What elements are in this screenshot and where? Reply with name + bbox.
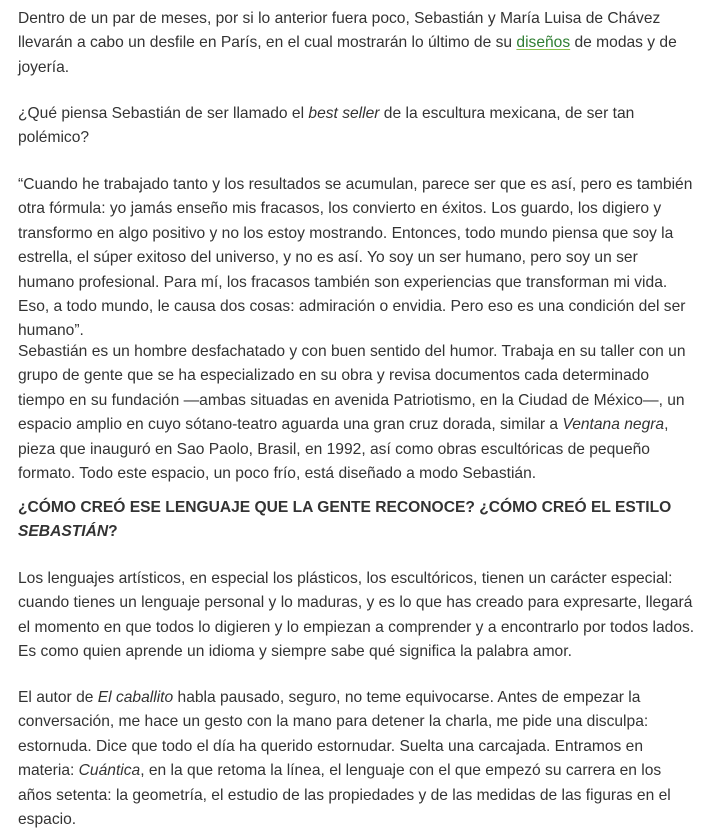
paragraph-text: ¿Qué piensa Sebastián de ser llamado el [18, 105, 309, 122]
paragraph-question-best-seller [18, 102, 698, 151]
emphasis-cuantica: Cuántica [78, 762, 141, 780]
disenos-link[interactable]: diseños [516, 34, 571, 52]
paragraph-desfile [18, 7, 698, 80]
paragraph-el-caballito [18, 686, 698, 832]
paragraph-text: de la escultura mexicana, de ser tan polémico? [18, 105, 635, 147]
emphasis-ventana-negra: Ventana negra [562, 416, 665, 434]
emphasis-best-seller: best seller [308, 105, 380, 122]
paragraph-text: , pieza que inauguró en Sao Paolo, Brasil, en 1992, así como obras escultóricas de pequeño formato. Todo este espacio, un poco frío, está diseñado a modo Sebastián. [18, 416, 669, 483]
paragraph-text: , en la que retoma la línea, el lenguaje con el que empezó su carrera en los años setenta: la geometría, el estudio de las propiedades y de las medidas de las figuras en el espacio. [18, 762, 671, 829]
paragraph-text: Sebastián es un hombre desfachatado y con buen sentido del humor. Trabaja en su taller con un grupo de gente que se ha especializado en su obra y revisa documentos cada determinado tiempo en su fundación —ambas situadas en avenida Patriotismo, en la Ciudad de México—, un espacio amplio en cuyo sótano-teatro aguarda una gran cruz dorada, similar a [18, 343, 686, 434]
paragraph-text: El autor de [18, 689, 98, 706]
paragraph-quote-fracasos [18, 173, 698, 344]
paragraph-text: Dentro de un par de meses, por si lo anterior fuera poco, Sebastián y María Luisa de Chávez llevarán a cabo un desfile en París, en el cual mostrarán lo último de su [18, 10, 661, 52]
heading-text: ? [108, 523, 118, 541]
paragraph-text: de modas y de joyería. [18, 34, 677, 76]
paragraph-text: Los lenguajes artísticos, en especial los plásticos, los escultóricos, tienen un carácter especial: cuando tienes un lenguaje personal y lo maduras, y es lo que has creado para expresarte, llegará el momento en que todos lo digieren y lo empiezan a comprender y a encontrarlo por todos lados. Es como quien aprende un idioma y siempre sabe qué significa la palabra amor. [18, 570, 695, 661]
paragraph-lenguajes-artisticos [18, 567, 698, 665]
paragraph-text: “Cuando he trabajado tanto y los resultados se acumulan, parece ser que es así, pero es también otra fórmula: yo jamás enseño mis fracasos, los convierto en éxitos. Los guardo, los digiero y transformo en algo positivo y no los estoy mostrando. Entonces, todo mundo piensa que soy la estrella, el súper exitoso del universo, y no es así. Yo soy un ser humano, pero soy un ser humano profesional. Para mí, los fracasos también son experiencias que transforman mi vida. Eso, a todo mundo, le causa dos cosas: admiración o envidia. Pero eso es una condición del ser humano”. [18, 176, 693, 340]
heading-text: ¿CÓMO CREÓ ESE LENGUAJE QUE LA GENTE RECONOCE? ¿CÓMO CREÓ EL ESTILO [18, 499, 672, 516]
paragraph-taller [18, 340, 698, 486]
emphasis-sebastian: SEBASTIÁN [18, 523, 109, 541]
section-heading-lenguaje [18, 496, 698, 545]
paragraph-text: habla pausado, seguro, no teme equivocarse. Antes de empezar la conversación, me hace un gesto con la mano para detener la charla, me pide una disculpa: estornuda. Dice que todo el día ha querido estornudar. Suelta una carcajada. Entramos en materia: [18, 689, 649, 780]
emphasis-el-caballito: El caballito [97, 689, 174, 706]
